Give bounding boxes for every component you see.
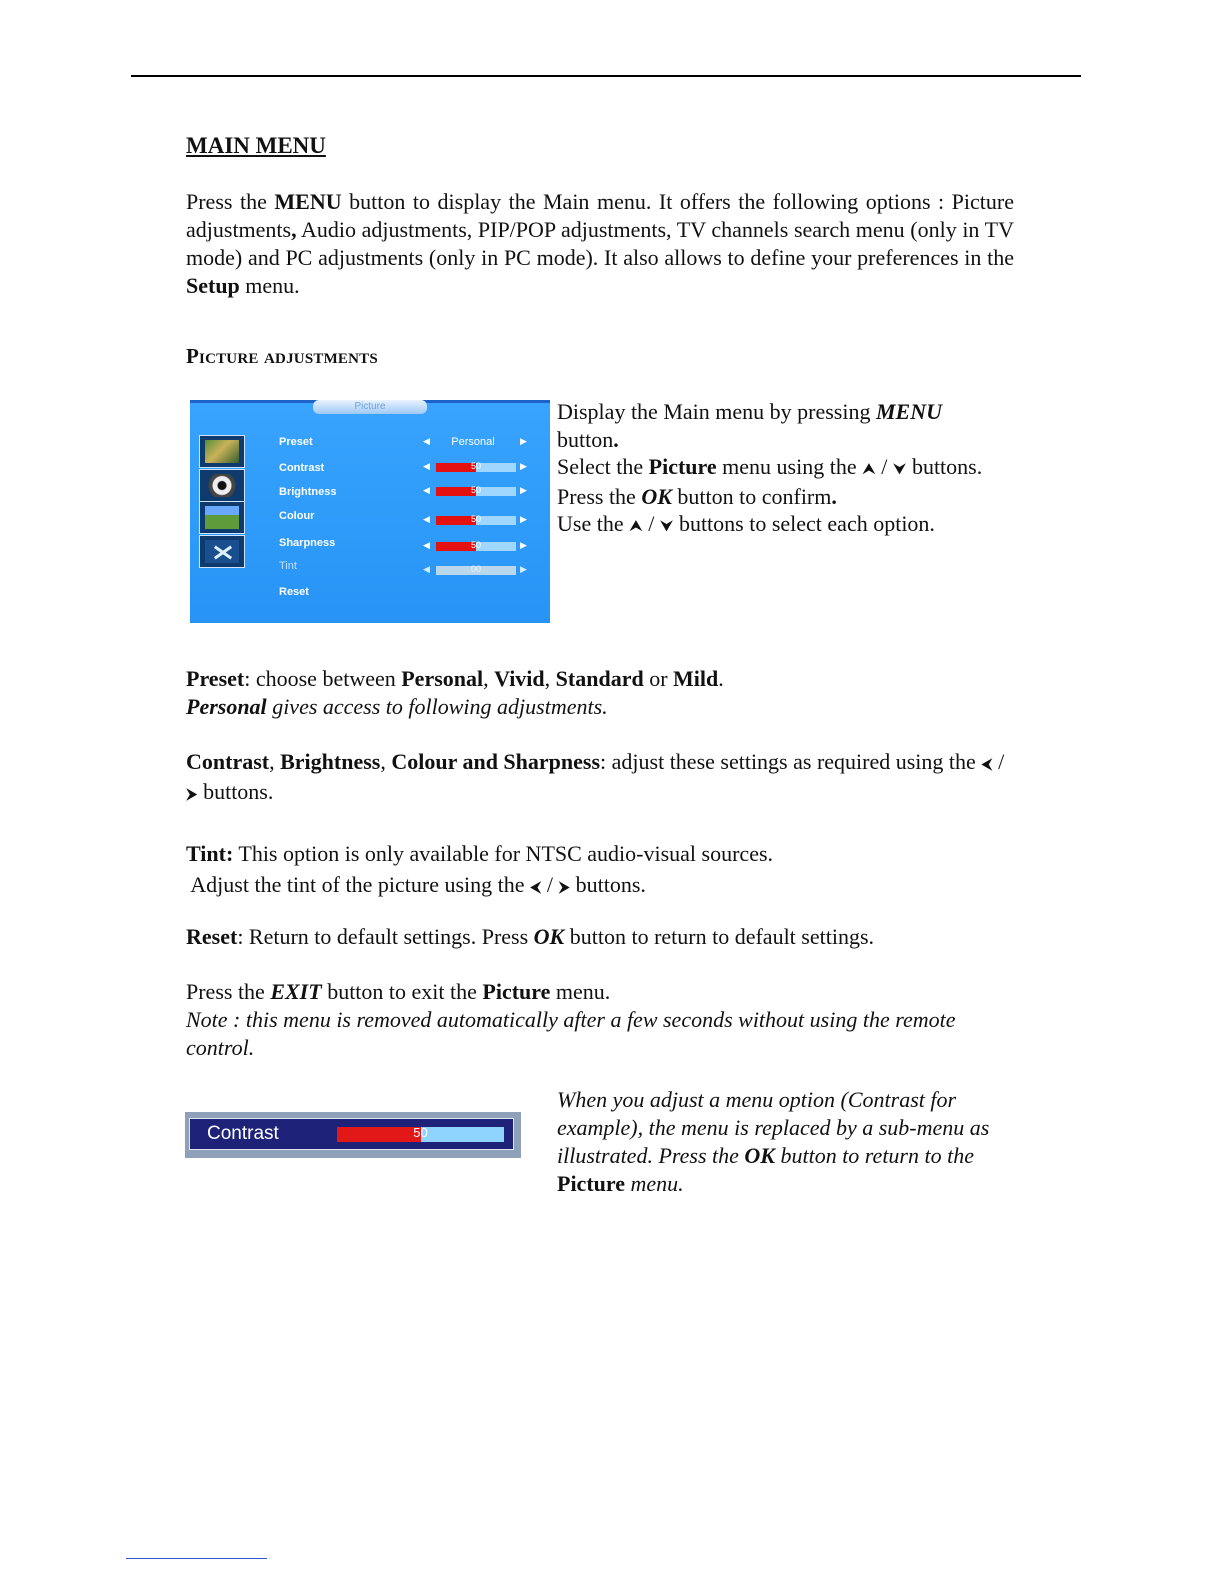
osd-tint-bar <box>436 566 516 575</box>
left-arrow-icon: ⮜ <box>981 754 993 773</box>
down-arrow-icon: ⮟ <box>659 516 674 536</box>
picture-osd-menu <box>190 400 550 623</box>
contrast-submenu-osd <box>185 1112 521 1158</box>
osd-left-arrow-icon: ◀ <box>423 564 430 574</box>
osd-sharpness-bar <box>436 542 516 551</box>
top-rule <box>131 75 1081 77</box>
instruction-line: Use the ⮝ / ⮟ buttons to select each option. <box>557 511 935 537</box>
osd-brightness-label: Brightness <box>279 486 337 498</box>
settings-icon <box>199 535 245 568</box>
instruction-line: Display the Main menu by pressing MENU button. <box>557 399 942 452</box>
osd-tint-label: Tint <box>279 560 297 572</box>
osd-preset-label: Preset <box>279 436 313 448</box>
submenu-panel <box>189 1118 514 1150</box>
adjustments-paragraph: Contrast, Brightness, Colour and Sharpness: adjust these settings as required using the ⮜ / ⮞ buttons. <box>186 749 1005 804</box>
osd-colour-value: 50 <box>470 514 481 524</box>
left-arrow-icon: ⮜ <box>530 877 542 896</box>
reset-paragraph: Reset: Return to default settings. Press OK button to return to default settings. <box>186 924 875 949</box>
down-arrow-icon: ⮟ <box>892 459 907 479</box>
tint-paragraph: Tint: This option is only available for NTSC audio-visual sources. Adjust the tint of the picture using the ⮜ / ⮞ buttons. <box>186 841 774 897</box>
osd-title-tab: Picture <box>313 400 427 414</box>
osd-colour-label: Colour <box>279 510 315 522</box>
footer-rule <box>126 1558 267 1559</box>
osd-tint-value: 00 <box>470 564 481 574</box>
exit-paragraph: Press the EXIT button to exit the Picture menu. Note : this menu is removed automatically after a few seconds without using the remote control. <box>186 978 986 1062</box>
right-arrow-icon: ⮞ <box>186 784 198 803</box>
osd-right-arrow-icon: ▶ <box>520 540 527 550</box>
osd-brightness-bar <box>436 487 516 496</box>
osd-contrast-value: 50 <box>470 461 481 471</box>
submenu-value: 50 <box>413 1125 428 1140</box>
submenu-note: When you adjust a menu option (Contrast for example), the menu is replaced by a sub-menu as illustrated. Press the OK button to return to the Picture menu. <box>557 1087 990 1196</box>
picture-icon <box>199 435 245 468</box>
picture-adjustments-heading: Picture adjustments <box>186 344 378 368</box>
intro-paragraph: Press the MENU button to display the Main menu. It offers the following options : Picture adjustments, Audio adjustments, PIP/POP adjustments, TV channels search menu (only in TV mode) and PC adjustments (only in PC mode). It also allows to define your preferences in the Setup menu. <box>186 189 1015 298</box>
picture-menu-instructions <box>557 398 997 540</box>
osd-sharpness-value: 50 <box>470 540 481 550</box>
osd-contrast-bar <box>436 463 516 472</box>
osd-right-arrow-icon: ▶ <box>520 514 527 524</box>
main-menu-heading: MAIN MENU <box>186 133 326 158</box>
instruction-line: Press the OK button to confirm. <box>557 483 837 509</box>
osd-reset-label: Reset <box>279 586 309 598</box>
pip-icon <box>199 501 245 534</box>
osd-left-arrow-icon: ◀ <box>423 436 430 446</box>
osd-right-arrow-icon: ▶ <box>520 485 527 495</box>
sound-icon <box>199 469 245 502</box>
up-arrow-icon: ⮝ <box>629 516 643 536</box>
osd-right-arrow-icon: ▶ <box>520 461 527 471</box>
osd-right-arrow-icon: ▶ <box>520 436 527 446</box>
osd-contrast-label: Contrast <box>279 462 325 474</box>
osd-preset-value: Personal <box>451 436 495 448</box>
osd-right-arrow-icon: ▶ <box>520 564 527 574</box>
preset-paragraph: Preset: choose between Personal, Vivid, Standard or Mild. Personal gives access to following adjustments. <box>186 666 724 719</box>
up-arrow-icon: ⮝ <box>862 459 876 479</box>
instruction-line: Select the Picture menu using the ⮝ / ⮟ buttons. <box>557 454 983 480</box>
osd-left-arrow-icon: ◀ <box>423 540 430 550</box>
osd-sharpness-label: Sharpness <box>279 537 336 549</box>
right-arrow-icon: ⮞ <box>558 877 571 896</box>
submenu-label: Contrast <box>207 1123 279 1144</box>
submenu-bar <box>337 1127 504 1142</box>
osd-left-arrow-icon: ◀ <box>423 485 430 495</box>
osd-left-arrow-icon: ◀ <box>423 514 430 524</box>
osd-left-arrow-icon: ◀ <box>423 461 430 471</box>
osd-colour-bar <box>436 516 516 525</box>
exit-note: Note : this menu is removed automatically after a few seconds without using the remote control. <box>186 1007 956 1060</box>
osd-brightness-value: 50 <box>470 485 481 495</box>
